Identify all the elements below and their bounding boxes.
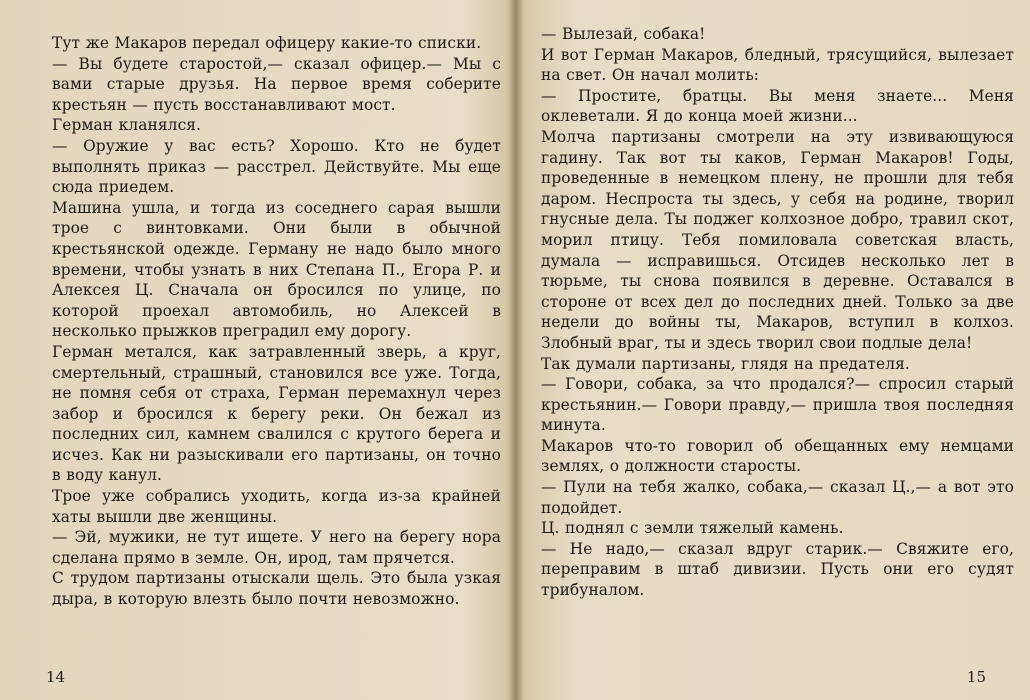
paragraph: — Оружие у вас есть? Хорошо. Кто не будет выполнять приказ — расстрел. Действуйте. Мы еще сюда приедем.	[52, 136, 501, 197]
paragraph: — Простите, братцы. Вы меня знаете... Меня оклеветали. Я до конца моей жизни...	[541, 86, 1014, 126]
paragraph: Герман метался, как затравленный зверь, а круг, смертельный, страшный, становился все уже. Тогда, не помня себя от страха, Герман перемахнул через забор и бросился к берегу реки. Он бежал из последних сил, камнем свалился с крутого берега и исчез. Как ни разыскивали его партизаны, он точно в воду канул.	[52, 342, 501, 485]
paragraph: С трудом партизаны отыскали щель. Это была узкая дыра, в которую влезть было почти невозможно.	[52, 569, 501, 609]
paragraph: — Эй, мужики, не тут ищете. У него на берегу нора сделана прямо в земле. Он, ирод, там прячется.	[52, 528, 501, 567]
paragraph: Так думали партизаны, глядя на предателя.	[541, 354, 910, 373]
paragraph: Макаров что-то говорил об обещанных ему немцами землях, о должности старосты.	[541, 436, 1014, 476]
paragraph: Тут же Макаров передал офицеру какие-то списки.	[52, 34, 482, 52]
paragraph: Трое уже собрались уходить, когда из-за крайней хаты вышли две женщины.	[52, 487, 501, 526]
paragraph: — Говори, собака, за что продался?— спросил старый крестьянин.— Говори правду,— пришла твоя последняя минута.	[541, 375, 1014, 435]
page-number-right: 15	[966, 668, 986, 686]
paragraph: Герман кланялся.	[52, 116, 202, 135]
paragraph: Машина ушла, и тогда из соседнего сарая вышли трое с винтовками. Они были в обычной крестьянской одежде. Герману не надо было много времени, чтобы узнать в них Степана П., Егора Р. и Алексея Ц. Сначала он бросился по улице, по которой проехал автомобиль, но Алексей в несколько прыжков преградил ему дорогу.	[52, 198, 501, 341]
paragraph: — Пули на тебя жалко, собака,— сказал Ц.,— а вот это подойдет.	[541, 478, 1014, 517]
page-number-left: 14	[46, 668, 66, 686]
right-page	[515, 0, 1030, 700]
paragraph: — Вы будете старостой,— сказал офицер.— Мы с вами старые друзья. На первое время соберите крестьян — пусть восстанавливают мост.	[52, 54, 501, 114]
paragraph: И вот Герман Макаров, бледный, трясущийся, вылезает на свет. Он начал молить:	[541, 45, 1014, 85]
paragraph: Молча партизаны смотрели на эту извивающуюся гадину. Так вот ты каков, Герман Макаров! Годы, проведенные в немецком плену, не прошли для тебя даром. Неспроста ты здесь, у себя на родине, творил гнусные дела. Ты поджег колхозное добро, травил скот, морил птицу. Тебя помиловала советская власть, думала — исправишься. Отсидев несколько лет в тюрьме, ты снова появился в деревне. Оставался в стороне от всех дел до последних дней. Только за две недели до войны ты, Макаров, вступил в колхоз. Злобный враг, ты и здесь творил свои подлые дела!	[541, 127, 1014, 352]
paragraph: — Не надо,— сказал вдруг старик.— Свяжите его, переправим в штаб дивизии. Пусть они его судят трибуналом.	[541, 539, 1014, 600]
paragraph: — Вылезай, собака!	[541, 25, 706, 43]
paragraph: Ц. поднял с земли тяжелый камень.	[541, 519, 844, 538]
